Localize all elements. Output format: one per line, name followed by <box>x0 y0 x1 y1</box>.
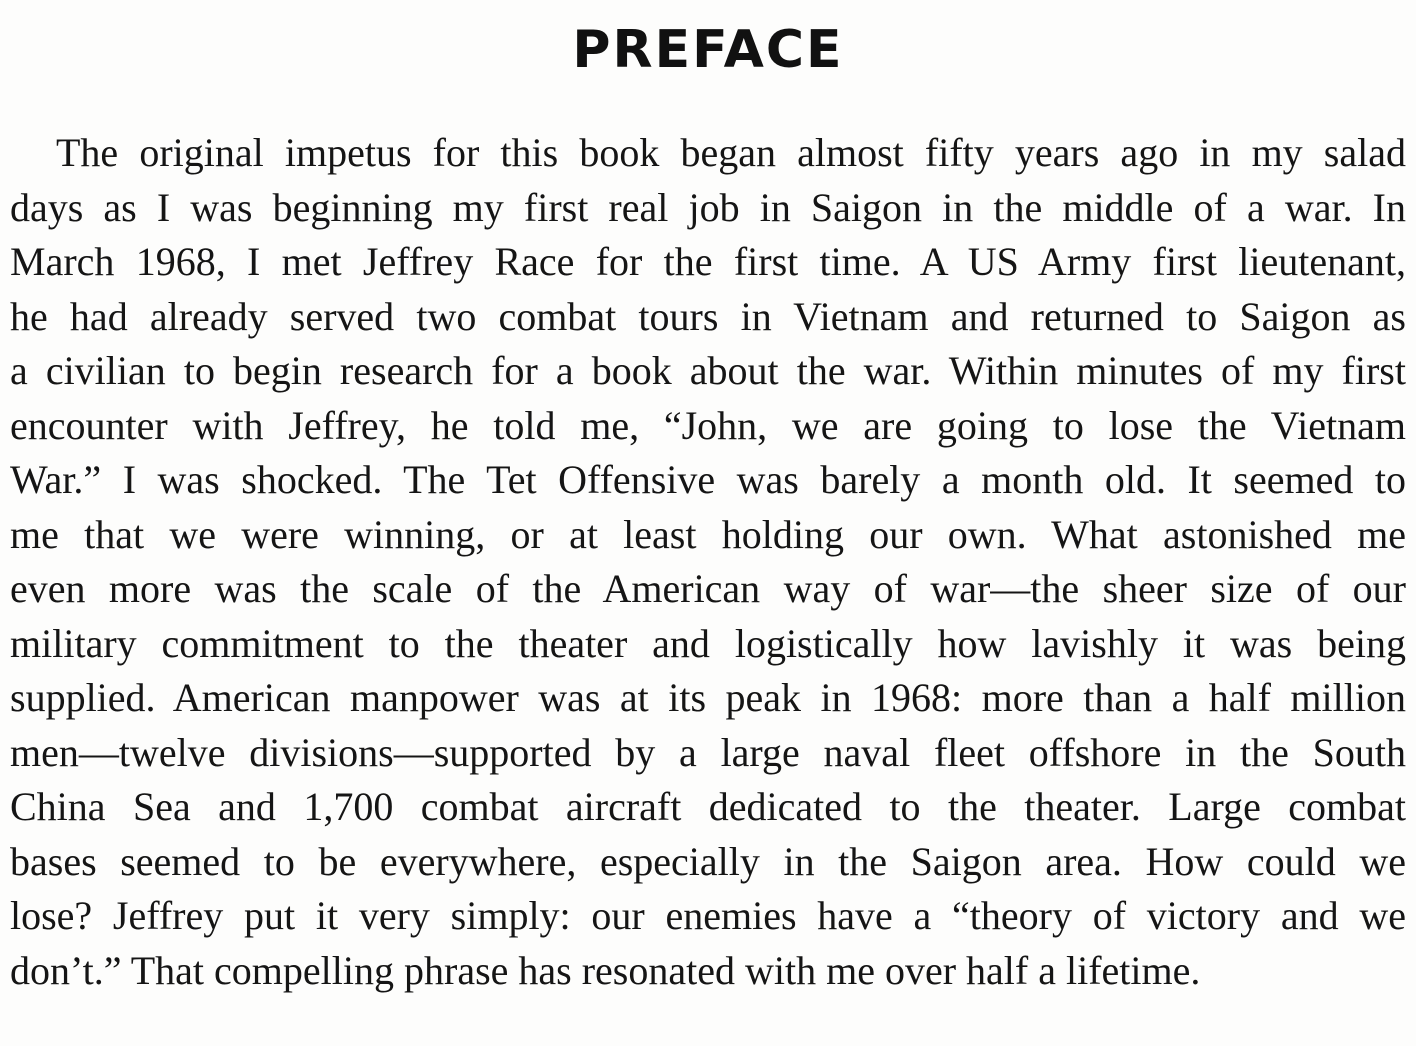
text-line: lose? Jeffrey put it very simply: our enemies have a “theory of victory and we <box>10 893 1406 938</box>
text-line: he had already served two combat tours in Vietnam and returned to Saigon as <box>10 293 1406 339</box>
text-line: encounter with Jeffrey, he told me, “John, we are going to lose the Vietnam <box>10 402 1406 448</box>
text-line: bases seemed to be everywhere, especially in the Saigon area. How could we <box>10 838 1406 884</box>
text-line: even more was the scale of the American way of war—the sheer size of our <box>10 566 1406 611</box>
text-line: a civilian to begin research for a book about the war. Within minutes of my first <box>10 348 1406 393</box>
text-line: March 1968, I met Jeffrey Race for the first time. A US Army first lieutenant, <box>10 239 1406 284</box>
text-line: me that we were winning, or at least holding our own. What astonished me <box>10 511 1406 557</box>
text-line: military commitment to the theater and logistically how lavishly it was being <box>10 620 1406 666</box>
text-line: days as I was beginning my first real job in Saigon in the middle of a war. In <box>10 184 1406 230</box>
preface-paragraph <box>10 126 1406 998</box>
text-line: don’t.” That compelling phrase has resonated with me over half a lifetime. <box>10 947 1201 993</box>
text-line: supplied. American manpower was at its peak in 1968: more than a half million <box>10 675 1406 720</box>
text-line: China Sea and 1,700 combat aircraft dedicated to the theater. Large combat <box>10 784 1406 829</box>
text-line: The original impetus for this book began almost fifty years ago in my salad <box>56 130 1406 175</box>
text-line: men—twelve divisions—supported by a large naval fleet offshore in the South <box>10 729 1406 775</box>
text-line: War.” I was shocked. The Tet Offensive was barely a month old. It seemed to <box>10 457 1406 502</box>
page-title: PREFACE <box>572 20 844 80</box>
